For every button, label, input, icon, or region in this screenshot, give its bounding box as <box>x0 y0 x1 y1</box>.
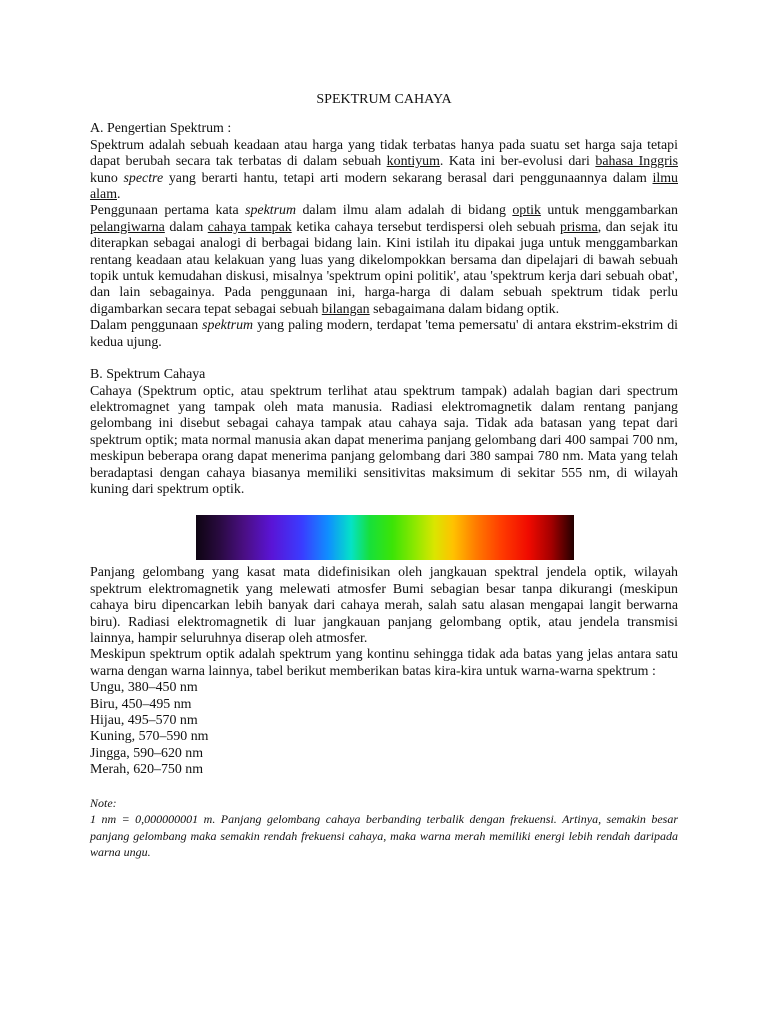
note-block <box>90 795 678 861</box>
section-b-paragraph-2: Panjang gelombang yang kasat mata didefinisikan oleh jangkauan spektral jendela optik, wilayah spektrum elektromagnetik yang melewati atmosfer Bumi sebagian besar tanpa dikurangi (meskipun cahaya biru dipencarkan lebih banyak dari cahaya merah, salah satu alasan mengapai langit berwarna biru). Radiasi elektromagnetik di luar jangkauan panjang gelombang optik, atau jendela transmisi lainnya, hampir seluruhnya diserap oleh atmosfer. <box>90 565 678 646</box>
link-kontiyum[interactable]: kontiyum <box>386 154 440 170</box>
section-a-heading: A. Pengertian Spektrum : <box>90 121 232 137</box>
text-span: . <box>117 187 121 203</box>
color-range-item: Hijau, 495–570 nm <box>90 713 198 728</box>
color-range-item: Ungu, 380–450 nm <box>90 680 198 696</box>
color-range-item: Jingga, 590–620 nm <box>90 745 204 761</box>
section-b-paragraph-3: Meskipun spektrum optik adalah spektrum yang kontinu sehingga tidak ada batas yang jelas antara satu warna dengan warna lainnya, tabel berikut memberikan batas kira-kira untuk warna-warna spektrum : <box>90 647 678 679</box>
text-span: yang berarti hantu, tetapi arti modern sekarang berasal dari penggunaannya dalam <box>163 170 653 186</box>
text-span: yang paling modern, terdapat 'tema pemersatu' di antara ekstrim-ekstrim di kedua ujung. <box>90 318 678 350</box>
text-span: , dan sejak itu diterapkan sebagai analogi di berbagai bidang lain. Kini istilah itu dipakai juga untuk menggambarkan rentang keadaan atau kelakuan yang luas yang dikelompokkan bersama dan dipelajari di bawah sebuah topik untuk kemudahan diskusi, misalnya 'spektrum opini politik', atau 'spektrum kerja dari sebuah obat', dan lain sebagainya. Pada penggunaan ini, harga-harga di dalam sebuah spektrum tidak perlu digambarkan secara tepat sebagai sebuah <box>90 219 678 317</box>
text-span: Spektrum adalah sebuah keadaan atau harga yang tidak terbatas hanya pada suatu set harga saja tetapi dapat berubah secara tak terbatas di dalam sebuah <box>90 137 678 170</box>
text-span: sebagaimana dalam bidang optik. <box>369 301 560 317</box>
document-title: SPEKTRUM CAHAYA <box>316 92 452 107</box>
section-a-paragraph-3 <box>90 318 678 351</box>
section-b-paragraph-1: Cahaya (Spektrum optic, atau spektrum terlihat atau spektrum tampak) adalah bagian dari spectrum elektromagnet yang tampak oleh mata manusia. Radiasi elektromagnetik dalam rentang panjang gelombang ini disebut sebagai cahaya tampak atau cahaya saja. Tidak ada batasan yang tepat dari spektrum optik; mata normal manusia akan dapat menerima panjang gelombang dari 400 sampai 700 nm, meskipun beberapa orang dapat menerima panjang gelombang dari 380 sampai 780 nm. Mata yang telah beradaptasi dengan cahaya biasanya memiliki sensitivitas maksimum di sekitar 555 nm, di wilayah kuning dari spektrum optik. <box>90 383 678 497</box>
color-range-item: Biru, 450–495 nm <box>90 696 192 712</box>
link-optik[interactable]: optik <box>512 203 541 219</box>
section-b-heading: B. Spektrum Cahaya <box>90 367 206 383</box>
link-bahasa-inggris[interactable]: bahasa Inggris <box>595 154 678 170</box>
link-bilangan[interactable]: bilangan <box>321 301 370 317</box>
spacer <box>90 351 678 367</box>
section-a-paragraph-1 <box>90 138 678 204</box>
text-span: ketika cahaya tersebut terdispersi oleh sebuah <box>291 219 560 235</box>
emphasis-spectre: spectre <box>123 170 164 186</box>
emphasis-spektrum: spektrum <box>202 318 254 334</box>
link-ilmu-alam[interactable]: ilmu alam <box>90 170 678 203</box>
visible-light-spectrum-gradient <box>196 515 574 560</box>
document-content <box>90 92 678 861</box>
text-span: dalam <box>164 219 208 235</box>
text-span: Penggunaan pertama kata <box>90 203 246 219</box>
color-range-item: Merah, 620–750 nm <box>90 762 204 778</box>
link-pelangiwarna[interactable]: pelangiwarna <box>90 219 165 235</box>
text-span: Dalam penggunaan <box>90 318 203 334</box>
text-span: dalam ilmu alam adalah di bidang <box>296 203 513 219</box>
note-label: Note: <box>90 795 117 810</box>
emphasis-spektrum: spektrum <box>245 203 297 219</box>
link-cahaya-tampak[interactable]: cahaya tampak <box>207 219 292 235</box>
text-span: . Kata ini ber-evolusi dari <box>439 154 596 170</box>
text-span: kuno <box>90 170 124 186</box>
text-span: untuk menggambarkan <box>540 203 678 219</box>
link-prisma[interactable]: prisma <box>559 219 598 235</box>
section-a-paragraph-2 <box>90 203 678 318</box>
color-range-list <box>90 680 678 778</box>
note-text: 1 nm = 0,000000001 m. Panjang gelombang cahaya berbanding terbalik dengan frekuensi. Artinya, semakin besar panjang gelombang maka semakin rendah frekuensi cahaya, maka warna merah memiliki energi lebih rendah daripada warna ungu. <box>90 812 678 860</box>
spectrum-image <box>196 515 574 560</box>
color-range-item: Kuning, 570–590 nm <box>90 729 209 745</box>
